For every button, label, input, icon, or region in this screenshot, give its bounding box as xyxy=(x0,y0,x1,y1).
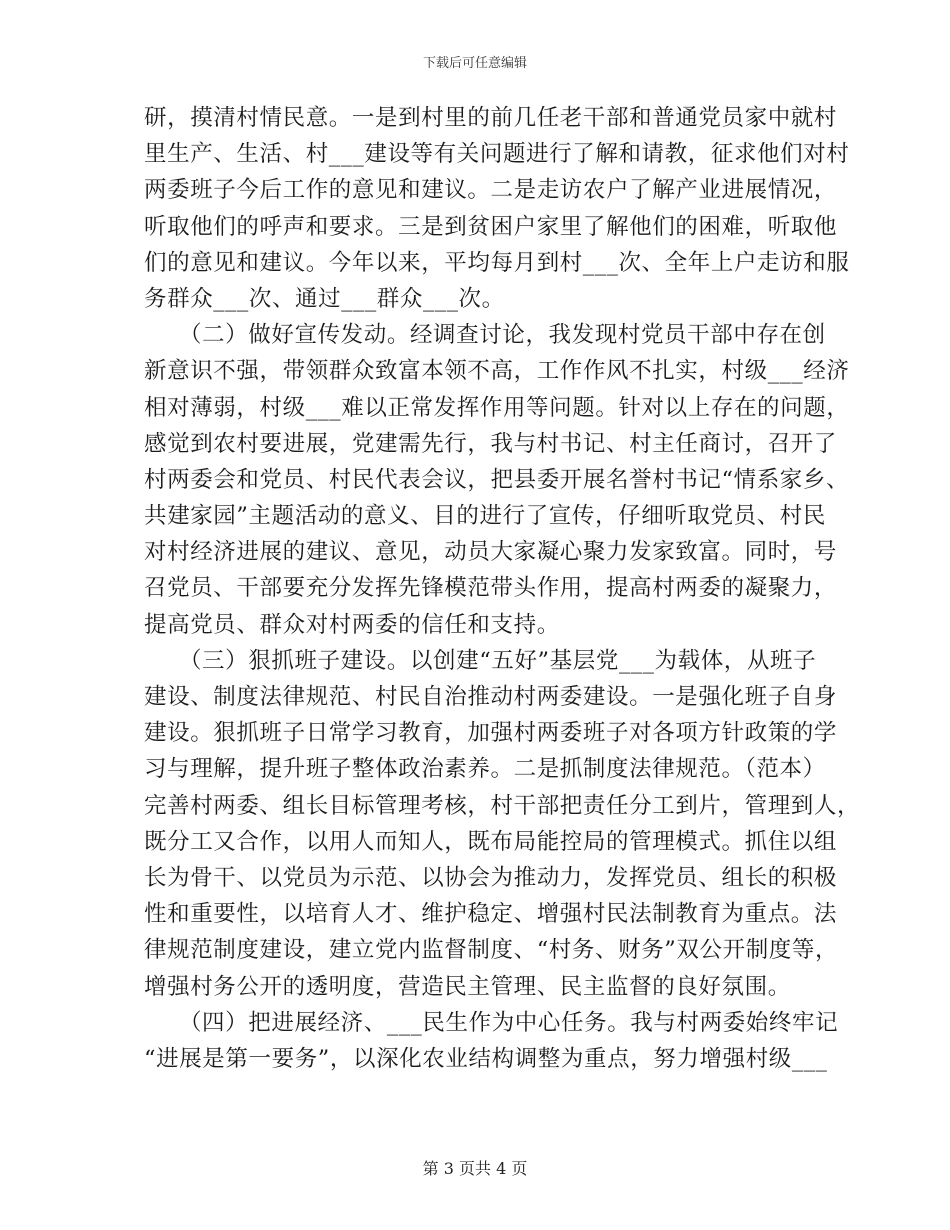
text-line: 习与理解，提升班子整体政治素养。二是抓制度法律规范。（范本） xyxy=(144,756,826,783)
text-line: 对村经济进展的建议、意见，动员大家凝心聚力发家致富。同时，号 xyxy=(144,539,838,566)
document-body xyxy=(144,100,861,1077)
page-number: 第 3 页共 4 页 xyxy=(422,1159,528,1178)
text-line: 既分工又合作，以用人而知人，既布局能控局的管理模式。抓住以组 xyxy=(144,828,838,855)
text-line: 里生产、生活、村___建设等有关问题进行了解和请教，征求他们对村 xyxy=(144,141,850,168)
text-line: 性和重要性，以培育人才、维护稳定、增强村民法制教育为重点。法 xyxy=(144,901,838,928)
text-line: （二）做好宣传发动。经调查讨论，我发现村党员干部中存在创 xyxy=(144,322,826,349)
text-line: 务群众___次、通过___群众___次。 xyxy=(144,285,505,312)
text-line: 提高党员、群众对村两委的信任和支持。 xyxy=(144,611,560,638)
text-line: 听取他们的呼声和要求。三是到贫困户家里了解他们的困难，听取他 xyxy=(144,213,838,240)
text-line: 村两委会和党员、村民代表会议，把县委开展名誉村书记“情系家乡、 xyxy=(144,466,850,493)
text-line: 建设。狠抓班子日常学习教育，加强村两委班子对各项方针政策的学 xyxy=(144,720,838,747)
text-line: 相对薄弱，村级___难以正常发挥作用等问题。针对以上存在的问题， xyxy=(144,394,850,421)
text-line: 完善村两委、组长目标管理考核，村干部把责任分工到片，管理到人， xyxy=(144,792,861,819)
text-line: 新意识不强，带领群众致富本领不高，工作作风不扎实，村级___经济 xyxy=(144,358,850,385)
text-line: 召党员、干部要充分发挥先锋模范带头作用，提高村两委的凝聚力， xyxy=(144,575,838,602)
text-line: 共建家园”主题活动的意义、目的进行了宣传，仔细听取党员、村民 xyxy=(144,503,827,530)
page-header: 下载后可任意编辑 xyxy=(422,56,527,71)
text-line: 建设、制度法律规范、村民自治推动村两委建设。一是强化班子自身 xyxy=(144,684,838,710)
text-line: 律规范制度建设，建立党内监督制度、“村务、财务”双公开制度等， xyxy=(144,937,839,964)
text-line: 研，摸清村情民意。一是到村里的前几任老干部和普通党员家中就村 xyxy=(144,105,838,131)
text-line: 长为骨干、以党员为示范、以协会为推动力，发挥党员、组长的积极 xyxy=(144,864,838,891)
text-line: 感觉到农村要进展，党建需先行，我与村书记、村主任商讨，召开了 xyxy=(144,430,838,457)
text-line: “进展是第一要务”，以深化农业结构调整为重点，努力增强村级___ xyxy=(144,1045,828,1072)
text-line: 增强村务公开的透明度，营造民主管理、民主监督的良好氛围。 xyxy=(144,973,791,1000)
text-line: 两委班子今后工作的意见和建议。二是走访农户了解产业进展情况， xyxy=(144,177,838,204)
text-line: （三）狠抓班子建设。以创建“五好”基层党___为载体，从班子 xyxy=(144,647,817,674)
text-line: （四）把进展经济、___民生作为中心任务。我与村两委始终牢记 xyxy=(144,1009,839,1036)
text-line: 们的意见和建议。今年以来，平均每月到村___次、全年上户走访和服 xyxy=(144,249,850,276)
